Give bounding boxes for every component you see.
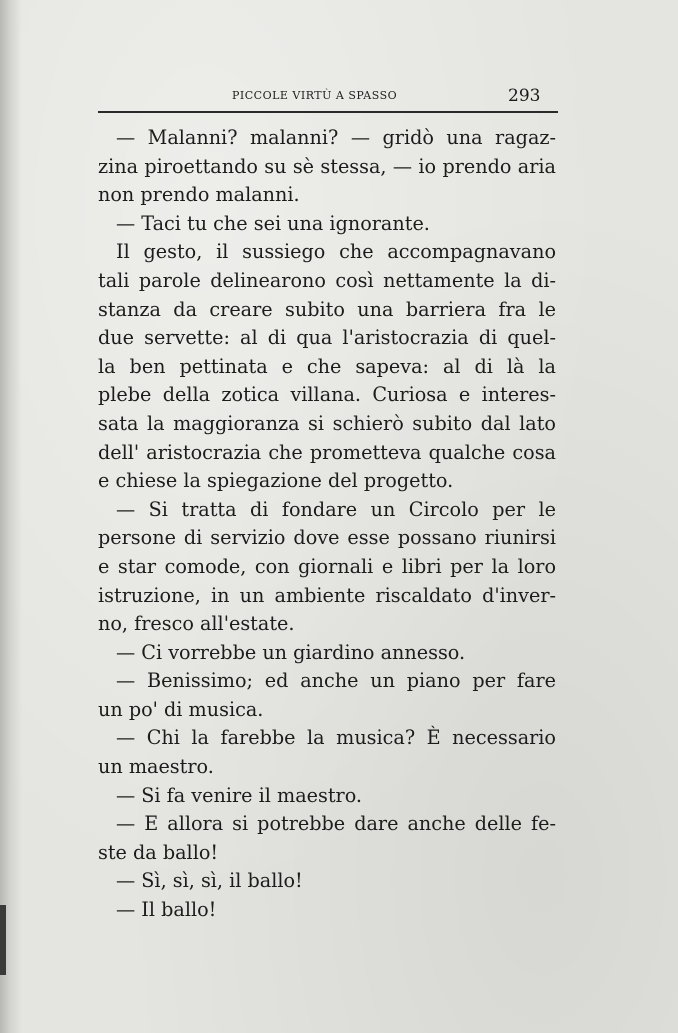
text-line: — Taci tu che sei una ignorante. xyxy=(116,211,430,235)
text-line: — Si fa venire il maestro. xyxy=(116,783,363,807)
text-line: sata la maggioranza si schierò subito dal lato xyxy=(98,411,556,435)
text-line: la ben pettinata e che sapeva: al di là la xyxy=(98,354,556,378)
text-line: un po' di musica. xyxy=(98,697,264,721)
text-line: — Ci vorrebbe un giardino annesso. xyxy=(116,640,466,664)
text-line: istruzione, in un ambiente riscaldato d'inver- xyxy=(98,583,556,607)
text-line: — Sì, sì, sì, il ballo! xyxy=(116,869,303,893)
running-title: PICCOLE VIRTÙ A SPASSO xyxy=(232,89,398,102)
text-line: tali parole delinearono così nettamente la di- xyxy=(98,268,556,292)
text-line: due servette: al di qua l'aristocrazia di quel- xyxy=(98,326,556,350)
text-line: — Il ballo! xyxy=(116,898,217,922)
text-line: persone di servizio dove esse possano riunirsi xyxy=(98,526,556,550)
text-line: un maestro. xyxy=(98,755,214,779)
body-text xyxy=(98,124,556,925)
text-line: stanza da creare subito una barriera fra le xyxy=(98,297,556,321)
text-line: Il gesto, il sussiego che accompagnavano xyxy=(116,240,556,264)
text-line: no, fresco all'estate. xyxy=(98,612,295,636)
text-line: — Benissimo; ed anche un piano per fare xyxy=(116,669,556,693)
text-line: ste da ballo! xyxy=(98,840,219,864)
text-line: non prendo malanni. xyxy=(98,183,300,207)
text-line: plebe della zotica villana. Curiosa e interes- xyxy=(98,383,556,407)
text-line: dell' aristocrazia che prometteva qualche cosa xyxy=(98,440,556,464)
header-rule xyxy=(98,111,558,113)
text-line: — Malanni? malanni? — gridò una ragaz- xyxy=(116,126,556,149)
text-line: zina piroettando su sè stessa, — io prendo aria xyxy=(98,154,556,178)
text-line: — E allora si potrebbe dare anche delle fe- xyxy=(116,812,556,836)
text-line: — Chi la farebbe la musica? È necessario xyxy=(116,726,556,750)
page-number: 293 xyxy=(508,86,541,106)
text-line: e star comode, con giornali e libri per la loro xyxy=(98,554,556,578)
page-gutter-shadow xyxy=(0,0,22,1033)
binding-mark xyxy=(0,905,6,975)
text-line: e chiese la spiegazione del progetto. xyxy=(98,469,454,493)
text-line: — Si tratta di fondare un Circolo per le xyxy=(116,497,556,521)
